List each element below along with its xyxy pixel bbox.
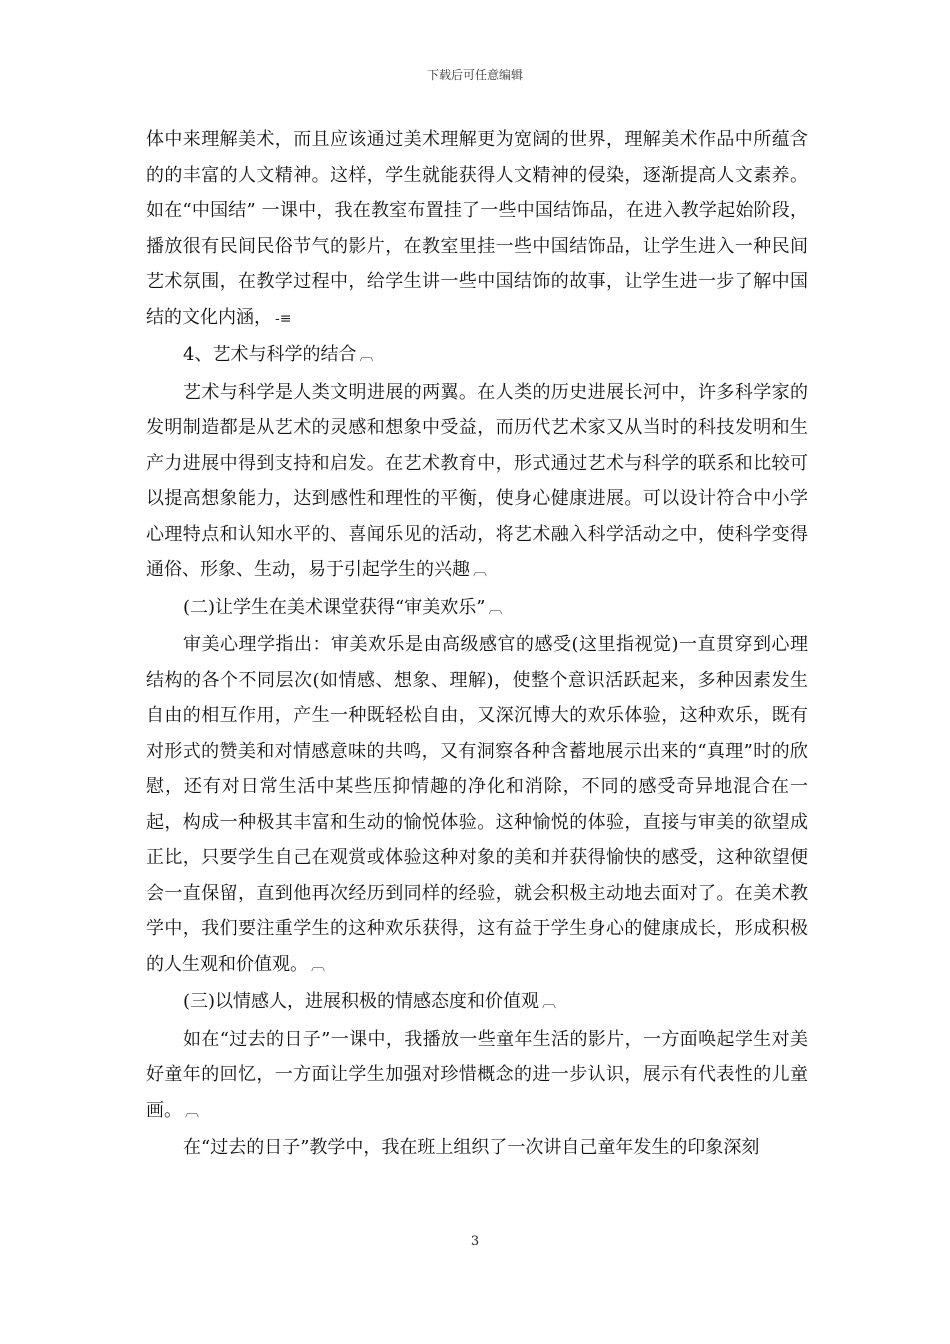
paragraph-7-text: 如在“过去的日子”一课中，我播放一些童年生活的影片，一方面唤起学生对美好童年的回忆，一方面让学生加强对珍惜概念的进一步认识，展示有代表性的儿童画。 — [146, 1028, 808, 1121]
page-header: 下载后可任意编辑 — [426, 68, 523, 82]
paragraph-7-mark: ︹ — [185, 1103, 199, 1120]
section-heading-aesthetic-joy-mark: ︹ — [488, 600, 503, 617]
document-body — [146, 122, 808, 1166]
section-heading-emotion — [146, 984, 808, 1022]
paragraph-3 — [146, 375, 808, 590]
paragraph-8-text: 在“过去的日子”教学中，我在班上组织了一次讲自己童年发生的印象深刻 — [183, 1137, 760, 1158]
paragraph-5-mark: ︹ — [311, 957, 325, 974]
section-heading-aesthetic-joy — [146, 590, 808, 628]
section-heading-aesthetic-joy-text: (二)让学生在美术课堂获得“审美欢乐” — [183, 596, 486, 618]
paragraph-8 — [146, 1130, 808, 1166]
page-number: 3 — [470, 1234, 480, 1249]
section-heading-art-science — [146, 337, 808, 375]
paragraph-5-text: 审美心理学指出：审美欢乐是由高级感官的感受(这里指视觉)一直贯穿到心理结构的各个不同层次(如情感、想象、理解)，使整个意识活跃起来，多种因素发生自由的相互作用，产生一种既轻松自由，又深沉博大的欢乐体验，这种欢乐，既有对形式的赞美和对情感意味的共鸣，又有洞察各种含蓄地展示出来的“真理”时的欣慰，还有对日常生活中某些压抑情趣的净化和消除，不同的感受奇异地混合在一起，构成一种极其丰富和生动的愉悦体验。这种愉悦的体验，直接与审美的欲望成正比，只要学生自己在观赏或体验这种对象的美和并获得愉快的感受，这种欲望便会一直保留，直到他再次经历到同样的经验，就会积极主动地去面对了。在美术教学中，我们要注重学生的这种欢乐获得，这有益于学生身心的健康成长，形成积极的人生观和价值观。 — [146, 634, 808, 975]
paragraph-3-mark: ︹ — [473, 563, 487, 579]
section-heading-emotion-mark: ︹ — [542, 995, 557, 1011]
paragraph-1 — [146, 122, 808, 337]
paragraph-7 — [146, 1022, 808, 1131]
section-heading-art-science-mark: ︹ — [359, 348, 374, 364]
section-heading-art-science-text: 4、艺术与科学的结合 — [183, 344, 357, 365]
paragraph-3-text: 艺术与科学是人类文明进展的两翼。在人类的历史进展长河中，许多科学家的发明制造都是从艺术的灵感和想象中受益，而历代艺术家又从当时的科技发明和生产力进展中得到支持和启发。在艺术教育中，形式通过艺术与科学的联系和比较可以提高想象能力，达到感性和理性的平衡，使身心健康进展。可以设计符合中小学心理特点和认知水平的、喜闻乐见的活动，将艺术融入科学活动之中，使科学变得通俗、形象、生动，易于引起学生的兴趣 — [146, 381, 808, 580]
section-heading-emotion-text: (三)以情感人，进展积极的情感态度和价值观 — [183, 991, 540, 1012]
paragraph-5 — [146, 627, 808, 984]
paragraph-1-mark: -≡ — [275, 310, 292, 327]
paragraph-1-text: 体中来理解美术，而且应该通过美术理解更为宽阔的世界，理解美术作品中所蕴含的的丰富的人文精神。这样，学生就能获得人文精神的侵染，逐渐提高人文素养。如在“中国结” 一课中，我在教室布置挂了一些中国结饰品，在进入教学起始阶段，播放很有民间民俗节气的影片，在教室里挂一些中国结饰品，让学生进入一种民间艺术氛围，在教学过程中，给学生讲一些中国结饰的故事，让学生进一步了解中国结的文化内涵， — [146, 129, 808, 328]
